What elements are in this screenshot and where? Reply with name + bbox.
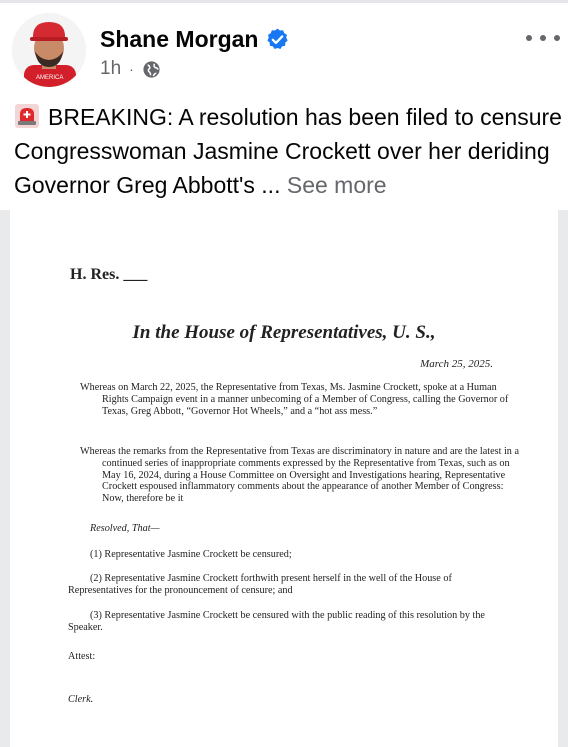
doc-date: March 25, 2025. [420, 358, 493, 370]
whereas-clause-2: Whereas the remarks from the Representative from Texas are discriminatory in nature and are the latest in a continued series of inappropriate comments expressed by the Representative from Texas, such as on May 16, 2024, during a House Committee on Oversight and Investigations hearing, Representative Crockett espoused inflammatory comments about the appearance of another Member of Congress: Now, therefore be it [80, 446, 519, 505]
dot-icon [526, 35, 532, 41]
see-more-link[interactable]: See more [286, 172, 387, 198]
author-name[interactable] [100, 26, 290, 53]
post-time[interactable]: 1h [100, 58, 122, 79]
doc-header: H. Res. ___ [70, 266, 148, 283]
more-options-button[interactable] [526, 26, 560, 50]
clerk-label: Clerk. [68, 694, 94, 705]
resolution-item-2: (2) Representative Jasmine Crockett forthwith present herself in the well of the House of Representatives for the pronouncement of censure; and [68, 573, 452, 596]
post-text [14, 100, 562, 202]
whereas-clause-1: Whereas on March 22, 2025, the Representative from Texas, Ms. Jasmine Crockett, spoke at a Human Rights Campaign event in a manner unbecoming of a Member of Congress, calling the Governor of Texas, Greg Abbott, “Governor Hot Wheels,” and a “hot ass mess.” [80, 382, 509, 417]
avatar-image [12, 13, 86, 87]
post-image[interactable] [0, 210, 568, 747]
police-siren-icon [14, 103, 40, 129]
globe-icon [142, 60, 161, 79]
post-meta [100, 58, 161, 80]
avatar[interactable] [12, 13, 86, 87]
author-name-text[interactable]: Shane Morgan [100, 26, 259, 52]
dot-icon [540, 35, 546, 41]
resolution-document [10, 210, 558, 747]
resolved-clause: Resolved, That— [90, 523, 160, 534]
resolution-item-3: (3) Representative Jasmine Crockett be censured with the public reading of this resolution by the Speaker. [68, 610, 485, 633]
top-divider [0, 0, 568, 3]
post-body-text: BREAKING: A resolution has been filed to censure Congresswoman Jasmine Crockett over her deriding Governor Greg Abbott's ... [14, 104, 562, 198]
verified-badge-icon [265, 27, 290, 52]
meta-separator: · [129, 61, 134, 77]
dot-icon [554, 35, 560, 41]
attest-label: Attest: [68, 651, 96, 662]
doc-title: In the House of Representatives, U. S., [132, 322, 436, 343]
avatar-badge-text: AMERICA [36, 75, 64, 81]
resolution-item-1: (1) Representative Jasmine Crockett be censured; [90, 549, 292, 560]
